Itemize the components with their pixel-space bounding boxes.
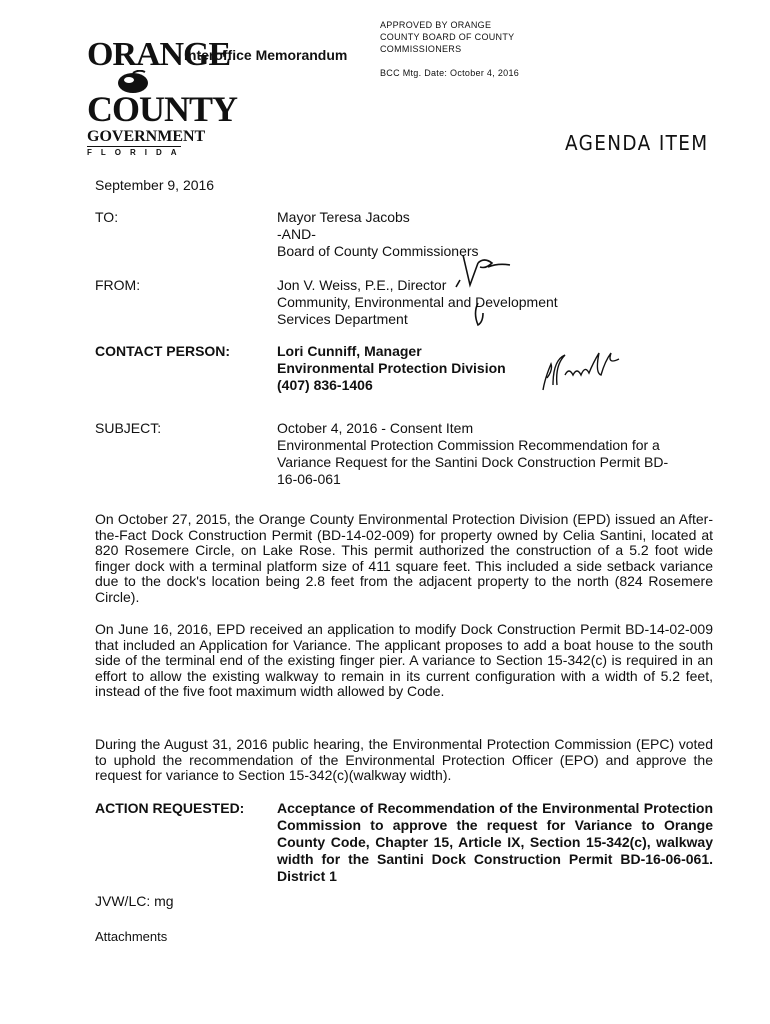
memo-date: September 9, 2016 xyxy=(95,177,215,193)
contact-line: (407) 836-1406 xyxy=(277,377,373,393)
from-line: Jon V. Weiss, P.E., Director xyxy=(277,277,447,293)
from-line: Community, Environmental and Development xyxy=(277,294,558,310)
subject-line: October 4, 2016 - Consent Item xyxy=(277,420,474,436)
subject-line: 16-06-061 xyxy=(277,471,341,487)
approval-block xyxy=(380,19,519,79)
body-paragraph-2: On June 16, 2016, EPD received an application to modify Dock Construction Permit BD-14-02-009 that included an Application for Variance. The applicant proposes to add a boat house to the south side of the terminal end of the existing finger pier. A variance to Section 15-342(c) is required in an effort to allow the existing walkway to remain in its current configuration with a width of 5.2 feet, instead of the five foot maximum width allowed by Code. xyxy=(95,621,713,699)
approval-line: COUNTY BOARD OF COUNTY xyxy=(380,32,515,42)
contact-label: CONTACT PERSON: xyxy=(95,343,231,359)
subject-text xyxy=(277,420,668,488)
agenda-item-stamp: AGENDA ITEM xyxy=(565,131,709,155)
subject-line: Variance Request for the Santini Dock Construction Permit BD- xyxy=(277,454,669,470)
approval-line: COMMISSIONERS xyxy=(380,44,462,54)
subject-line: Environmental Protection Commission Recommendation for a xyxy=(277,437,660,453)
to-line: Mayor Teresa Jacobs xyxy=(277,209,410,225)
from-label: FROM: xyxy=(95,277,141,293)
logo-orange-text: ORANGE xyxy=(87,36,231,73)
action-requested-text: Acceptance of Recommendation of the Environmental Protection Commission to approve the request for Variance to Orange County Code, Chapter 15, Article IX, Section 15-342(c), walkway width for the Santini Dock Construction Permit BD-16-06-061. District 1 xyxy=(277,800,713,884)
action-requested-label: ACTION REQUESTED: xyxy=(95,800,245,816)
approval-line: APPROVED BY ORANGE xyxy=(380,20,492,30)
to-line: Board of County Commissioners xyxy=(277,243,479,259)
logo-government-text: GOVERNMENT xyxy=(87,128,206,145)
contact-line: Lori Cunniff, Manager xyxy=(277,343,422,359)
logo-county-text: COUNTY xyxy=(87,89,238,129)
from-sender xyxy=(277,277,558,328)
to-line: -AND- xyxy=(277,226,316,242)
attachments-label: Attachments xyxy=(95,929,168,944)
manager-signature-mark xyxy=(535,345,625,395)
body-paragraph-1: On October 27, 2015, the Orange County Environmental Protection Division (EPD) issued an After-the-Fact Dock Construction Permit (BD-14-02-009) for property owned by Celia Santini, located at 820 Rosemere Circle, on Lake Rose. This permit authorized the construction of a 5.2 foot wide finger dock with a terminal platform size of 411 square feet. This included a side setback variance due to the dock's location being 2.8 feet from the adjacent property to the north (824 Rosemere Circle). xyxy=(95,511,713,605)
from-line: Services Department xyxy=(277,311,408,327)
logo-divider xyxy=(87,146,181,147)
memo-title: Interoffice Memorandum xyxy=(184,47,348,63)
contact-line: Environmental Protection Division xyxy=(277,360,506,376)
bcc-meeting-date: BCC Mtg. Date: October 4, 2016 xyxy=(380,68,520,78)
county-logo xyxy=(87,36,238,157)
to-label: TO: xyxy=(95,209,119,225)
initials: JVW/LC: mg xyxy=(95,893,174,909)
body-paragraph-3: During the August 31, 2016 public hearing, the Environmental Protection Commission (EPC) voted to uphold the recommendation of the Environmental Protection Officer (EPO) and approve the request for variance to Section 15-342(c)(walkway width). xyxy=(95,736,713,783)
subject-label: SUBJECT: xyxy=(95,420,162,436)
contact-person xyxy=(277,343,506,394)
logo-florida-text: FLORIDA xyxy=(87,148,186,157)
to-recipients xyxy=(277,209,479,260)
